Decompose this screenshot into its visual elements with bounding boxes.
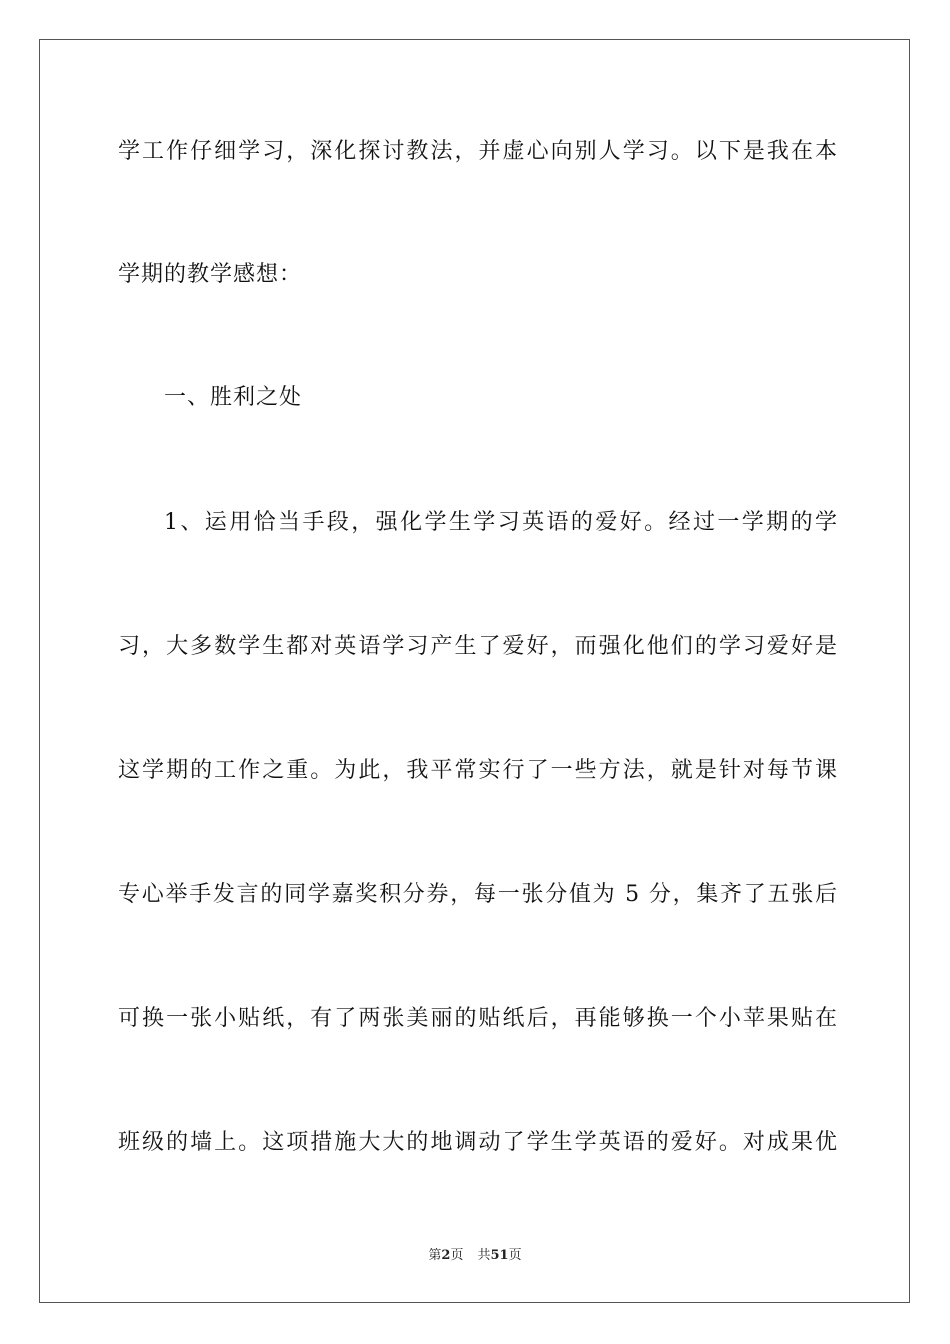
text-line: 学工作仔细学习，深化探讨教法，并虚心向别人学习。以下是我在本 bbox=[118, 139, 838, 164]
page-suffix: 页 bbox=[450, 1248, 464, 1263]
text-line: 习，大多数学生都对英语学习产生了爱好，而强化他们的学习爱好是 bbox=[118, 634, 838, 659]
text-line: 1、运用恰当手段，强化学生学习英语的爱好。经过一学期的学 bbox=[164, 510, 838, 535]
page-number: 2 bbox=[441, 1248, 451, 1263]
page-footer bbox=[0, 1248, 950, 1264]
page-border bbox=[39, 39, 910, 1303]
page-prefix: 第 bbox=[428, 1248, 442, 1263]
text-line: 班级的墙上。这项措施大大的地调动了学生学英语的爱好。对成果优 bbox=[118, 1130, 838, 1155]
text-line: 专心举手发言的同学嘉奖积分券，每一张分值为 5 分，集齐了五张后 bbox=[118, 882, 838, 907]
text-line: 这学期的工作之重。为此，我平常实行了一些方法，就是针对每节课 bbox=[118, 758, 838, 783]
text-line: 学期的教学感想： bbox=[118, 262, 303, 287]
section-heading: 一、胜利之处 bbox=[164, 385, 303, 410]
text-line: 可换一张小贴纸，有了两张美丽的贴纸后，再能够换一个小苹果贴在 bbox=[118, 1006, 838, 1031]
total-prefix: 共 bbox=[477, 1248, 491, 1263]
total-pages: 51 bbox=[490, 1248, 509, 1263]
total-suffix: 页 bbox=[508, 1248, 522, 1263]
